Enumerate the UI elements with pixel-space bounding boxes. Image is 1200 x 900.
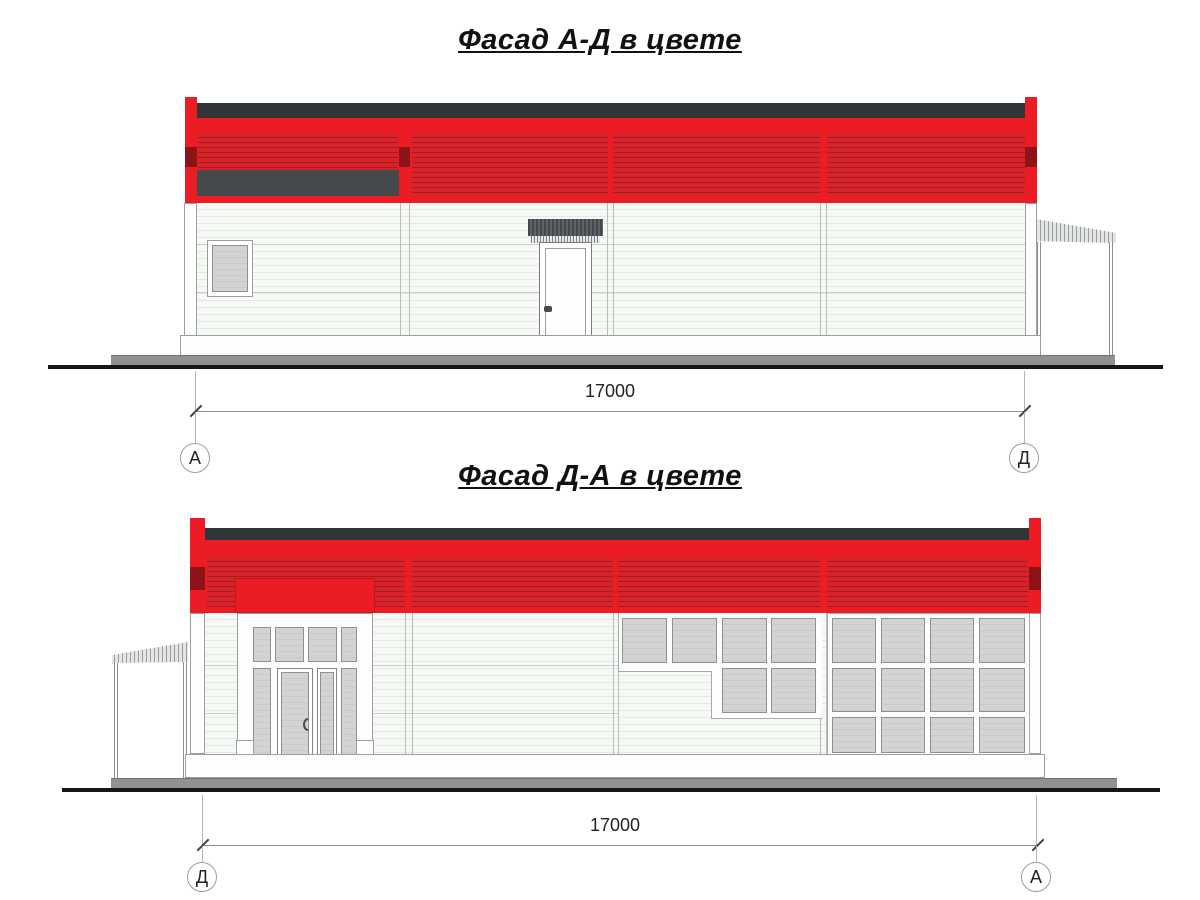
transom-pane xyxy=(275,627,304,662)
window-pane xyxy=(622,618,667,663)
transom-pane xyxy=(341,627,357,662)
window-pane xyxy=(832,668,876,712)
plinth xyxy=(180,335,1041,356)
cladding-panel xyxy=(618,557,820,607)
window-pane xyxy=(930,668,974,712)
axis-connector xyxy=(202,846,203,862)
dimension-label: 17000 xyxy=(584,381,636,401)
window-pane xyxy=(771,618,816,663)
cladding-panel xyxy=(198,133,398,170)
axis-connector xyxy=(195,412,196,443)
door-handle xyxy=(544,306,552,312)
window-pane xyxy=(212,245,248,292)
side-canopy-roof xyxy=(1036,219,1116,243)
transom-pane xyxy=(253,627,271,662)
pilaster-accent-block xyxy=(399,147,410,167)
corner-pilaster-base xyxy=(1025,203,1037,337)
panel-seam xyxy=(820,203,827,336)
window-pane xyxy=(930,618,974,663)
gray-accent-band xyxy=(197,170,399,196)
axis-letter: Д xyxy=(195,866,209,887)
dimension-label: 17000 xyxy=(589,815,641,835)
window-pane xyxy=(832,717,876,753)
corner-pilaster xyxy=(190,518,205,613)
frame-outline xyxy=(711,671,712,718)
cladding-panel xyxy=(412,557,613,607)
extension-line xyxy=(1036,795,1037,846)
window-pane xyxy=(771,668,816,713)
window-pane xyxy=(672,618,717,663)
pilaster-accent-block xyxy=(1025,147,1037,167)
window-pane xyxy=(722,668,767,713)
axis-letter: Д xyxy=(1017,447,1031,468)
plinth xyxy=(185,754,1045,778)
axis-letter: А xyxy=(1029,866,1042,887)
cladding-panel xyxy=(613,133,820,196)
corner-pilaster-base xyxy=(1029,613,1041,754)
signboard xyxy=(235,578,375,613)
window-pane xyxy=(881,618,925,663)
panel-seam xyxy=(607,203,614,336)
facade-ad-title: Фасад А-Д в цвете xyxy=(458,24,742,56)
canopy-post xyxy=(1109,242,1113,356)
door-canopy xyxy=(528,219,603,236)
window-pane xyxy=(930,717,974,753)
cladding-panel xyxy=(412,133,608,196)
pilaster-accent-block xyxy=(185,147,197,167)
frame-outline xyxy=(618,613,619,671)
window-pane xyxy=(979,618,1025,663)
panel-seam xyxy=(405,613,413,754)
corner-pilaster xyxy=(1029,518,1041,613)
corner-pilaster-base xyxy=(184,203,197,337)
cladding-panel xyxy=(827,133,1025,196)
axis-bubble-right xyxy=(1021,862,1051,892)
pilaster-accent-block xyxy=(190,567,205,590)
roof-band xyxy=(205,528,1029,540)
window-pane xyxy=(722,618,767,663)
axis-connector xyxy=(1036,846,1037,862)
roof-band xyxy=(196,103,1025,118)
transom-pane xyxy=(308,627,337,662)
ground-line xyxy=(48,365,1163,369)
facade-da-elevation xyxy=(0,447,1200,900)
window-pane xyxy=(832,618,876,663)
window-pane xyxy=(979,717,1025,753)
ground-line xyxy=(62,788,1160,792)
corner-pilaster-base xyxy=(190,613,205,754)
dimension-line xyxy=(195,411,1025,412)
panel-seam xyxy=(400,203,410,336)
facade-da-title: Фасад Д-А в цвете xyxy=(458,460,742,492)
side-canopy-roof xyxy=(110,640,190,665)
extension-line xyxy=(202,795,203,846)
cladding-panel xyxy=(827,557,1028,607)
frame-outline xyxy=(618,671,712,672)
window-pane xyxy=(881,668,925,712)
window-pane xyxy=(979,668,1025,712)
canopy-post xyxy=(114,663,118,779)
frame-outline xyxy=(711,718,822,719)
dimension-line xyxy=(202,845,1037,846)
pilaster-accent-block xyxy=(1029,567,1041,590)
window-pane xyxy=(881,717,925,753)
axis-connector xyxy=(1024,412,1025,443)
axis-bubble-left xyxy=(187,862,217,892)
axis-letter: А xyxy=(188,447,201,468)
